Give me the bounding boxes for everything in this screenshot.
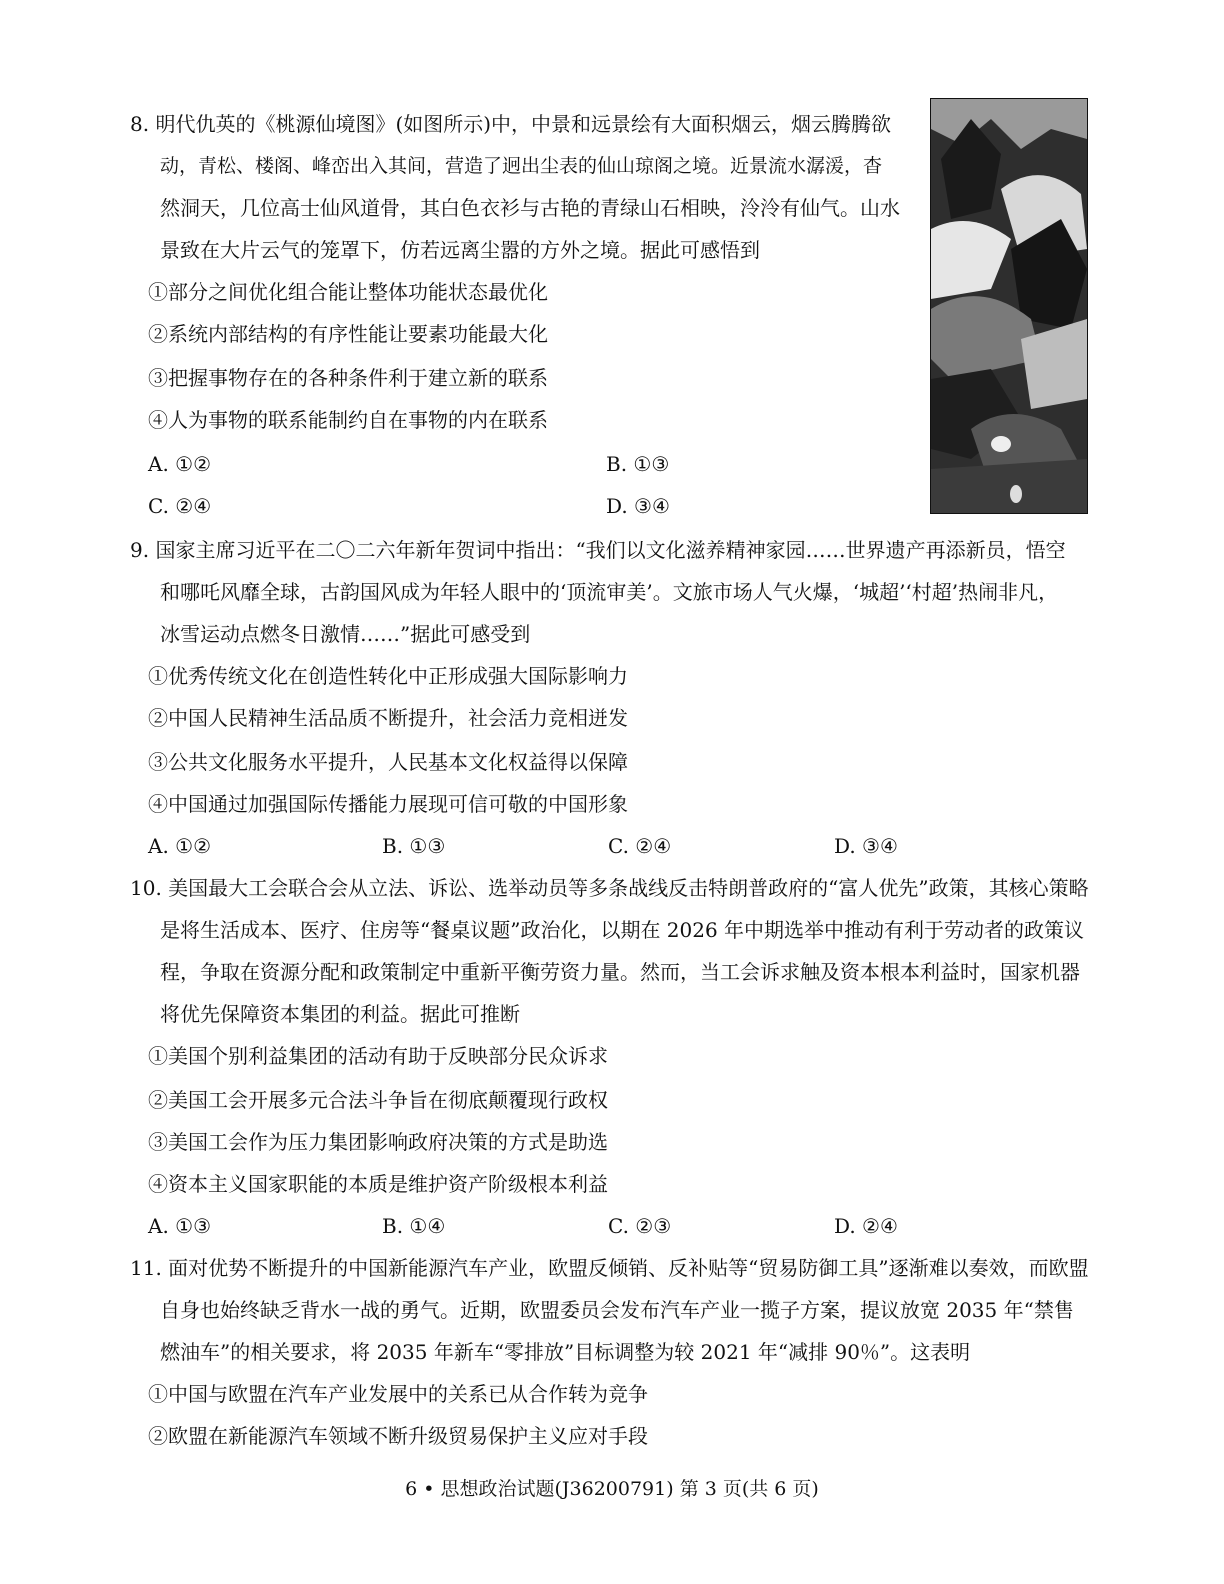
- q10-choice-b: B. ①④: [382, 1214, 446, 1238]
- q8-choice-c: C. ②④: [148, 494, 212, 518]
- q11-stem-line-3: 燃油车”的相关要求，将 2035 年新车“零排放”目标调整为较 2021 年“减排 90％”。这表明: [160, 1340, 971, 1364]
- q10-choice-a: A. ①③: [148, 1214, 212, 1238]
- q8-item-1: ①部分之间优化组合能让整体功能状态最优化: [148, 280, 548, 304]
- q9-choice-c: C. ②④: [608, 834, 672, 858]
- q10-choice-d: D. ②④: [834, 1214, 898, 1238]
- q10-stem-line-2: 是将生活成本、医疗、住房等“餐桌议题”政治化，以期在 2026 年中期选举中推动有利于劳动者的政策议: [160, 918, 1085, 942]
- q10-item-3: ③美国工会作为压力集团影响政府决策的方式是助选: [148, 1130, 608, 1154]
- q10-item-1: ①美国个别利益集团的活动有助于反映部分民众诉求: [148, 1044, 608, 1068]
- page-footer: 6 • 思想政治试题(J36200791) 第 3 页(共 6 页): [405, 1478, 819, 1500]
- q9-stem-line-2: 和哪吒风靡全球，古韵国风成为年轻人眼中的‘顶流审美’。文旅市场人气火爆，‘城超’‘村超’热闹非凡，: [160, 580, 1059, 604]
- q8-choice-b: B. ①③: [606, 452, 670, 476]
- q11-item-2: ②欧盟在新能源汽车领域不断升级贸易保护主义应对手段: [148, 1424, 648, 1448]
- q8-stem-line-4: 景致在大片云气的笼罩下，仿若远离尘嚣的方外之境。据此可感悟到: [160, 238, 760, 262]
- q8-item-2: ②系统内部结构的有序性能让要素功能最大化: [148, 322, 548, 346]
- q11-stem-line-2: 自身也始终缺乏背水一战的勇气。近期，欧盟委员会发布汽车产业一揽子方案，提议放宽 2035 年“禁售: [160, 1298, 1074, 1322]
- q8-stem-line-1: 8. 明代仇英的《桃源仙境图》(如图所示)中，中景和远景绘有大面积烟云，烟云腾腾欲: [130, 112, 892, 136]
- q9-stem-line-1: 9. 国家主席习近平在二〇二六年新年贺词中指出：“我们以文化滋养精神家园……世界遗产再添新员，悟空: [130, 538, 1066, 562]
- q11-item-1: ①中国与欧盟在汽车产业发展中的关系已从合作转为竞争: [148, 1382, 648, 1406]
- q8-choice-a: A. ①②: [148, 452, 212, 476]
- q9-stem-line-3: 冰雪运动点燃冬日激情……”据此可感受到: [160, 622, 531, 646]
- q11-stem-line-1: 11. 面对优势不断提升的中国新能源汽车产业，欧盟反倾销、反补贴等“贸易防御工具”逐渐难以奏效，而欧盟: [130, 1256, 1089, 1280]
- q9-item-3: ③公共文化服务水平提升，人民基本文化权益得以保障: [148, 750, 628, 774]
- q8-stem-line-3: 然洞天，几位高士仙风道骨，其白色衣衫与古艳的青绿山石相映，泠泠有仙气。山水: [160, 196, 900, 220]
- q8-stem-line-2: 动，青松、楼阁、峰峦出入其间，营造了迥出尘表的仙山琼阁之境。近景流水潺湲，杳: [160, 155, 883, 177]
- q10-stem-line-1: 10. 美国最大工会联合会从立法、诉讼、选举动员等多条战线反击特朗普政府的“富人优先”政策，其核心策略: [130, 876, 1089, 900]
- q9-item-2: ②中国人民精神生活品质不断提升，社会活力竞相迸发: [148, 706, 628, 730]
- q9-choice-d: D. ③④: [834, 834, 898, 858]
- q9-choice-a: A. ①②: [148, 834, 212, 858]
- q8-item-3: ③把握事物存在的各种条件利于建立新的联系: [148, 366, 548, 390]
- q8-choice-d: D. ③④: [606, 494, 670, 518]
- q10-stem-line-3: 程，争取在资源分配和政策制定中重新平衡劳资力量。然而，当工会诉求触及资本根本利益时，国家机器: [160, 960, 1080, 984]
- q10-item-2: ②美国工会开展多元合法斗争旨在彻底颠覆现行政权: [148, 1088, 608, 1112]
- q10-choice-c: C. ②③: [608, 1214, 672, 1238]
- landscape-painting-image: [930, 98, 1088, 514]
- q8-item-4: ④人为事物的联系能制约自在事物的内在联系: [148, 408, 548, 432]
- q10-stem-line-4: 将优先保障资本集团的利益。据此可推断: [160, 1002, 520, 1026]
- q9-item-1: ①优秀传统文化在创造性转化中正形成强大国际影响力: [148, 664, 628, 688]
- q9-item-4: ④中国通过加强国际传播能力展现可信可敬的中国形象: [148, 792, 628, 816]
- q10-item-4: ④资本主义国家职能的本质是维护资产阶级根本利益: [148, 1172, 608, 1196]
- q9-choice-b: B. ①③: [382, 834, 446, 858]
